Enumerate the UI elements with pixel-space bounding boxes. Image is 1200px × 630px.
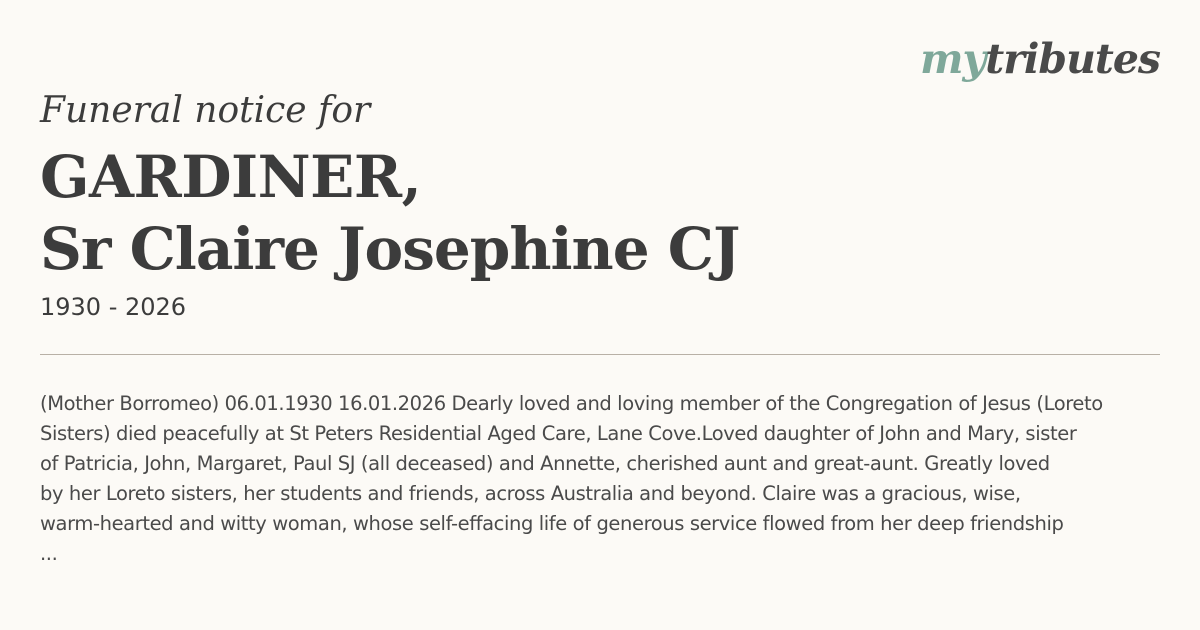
notice-heading: Funeral notice for [40, 90, 371, 131]
notice-body-line: of Patricia, John, Margaret, Paul SJ (all deceased) and Annette, cherished aunt and great-aunt. Greatly loved [40, 452, 1050, 475]
mytributes-logo[interactable] [920, 34, 1160, 84]
deceased-surname: GARDINER, [40, 143, 422, 211]
notice-body-line: warm-hearted and witty woman, whose self-effacing life of generous service flowed from her deep friendship [40, 512, 1064, 535]
notice-body [40, 389, 1145, 569]
notice-body-line: Sisters) died peacefully at St Peters Residential Aged Care, Lane Cove.Loved daughter of John and Mary, sister [40, 422, 1077, 445]
notice-body-line: by her Loreto sisters, her students and friends, across Australia and beyond. Claire was a gracious, wise, [40, 482, 1021, 505]
deceased-given-name: Sr Claire Josephine CJ [40, 215, 740, 283]
notice-body-ellipsis: ... [40, 542, 58, 565]
life-years: 1930 - 2026 [40, 293, 187, 321]
divider [40, 354, 1160, 355]
notice-body-line: (Mother Borromeo) 06.01.1930 16.01.2026 Dearly loved and loving member of the Congregation of Jesus (Loreto [40, 392, 1103, 415]
logo-text-tributes: tributes [985, 35, 1160, 83]
logo-text-my: my [920, 35, 986, 83]
